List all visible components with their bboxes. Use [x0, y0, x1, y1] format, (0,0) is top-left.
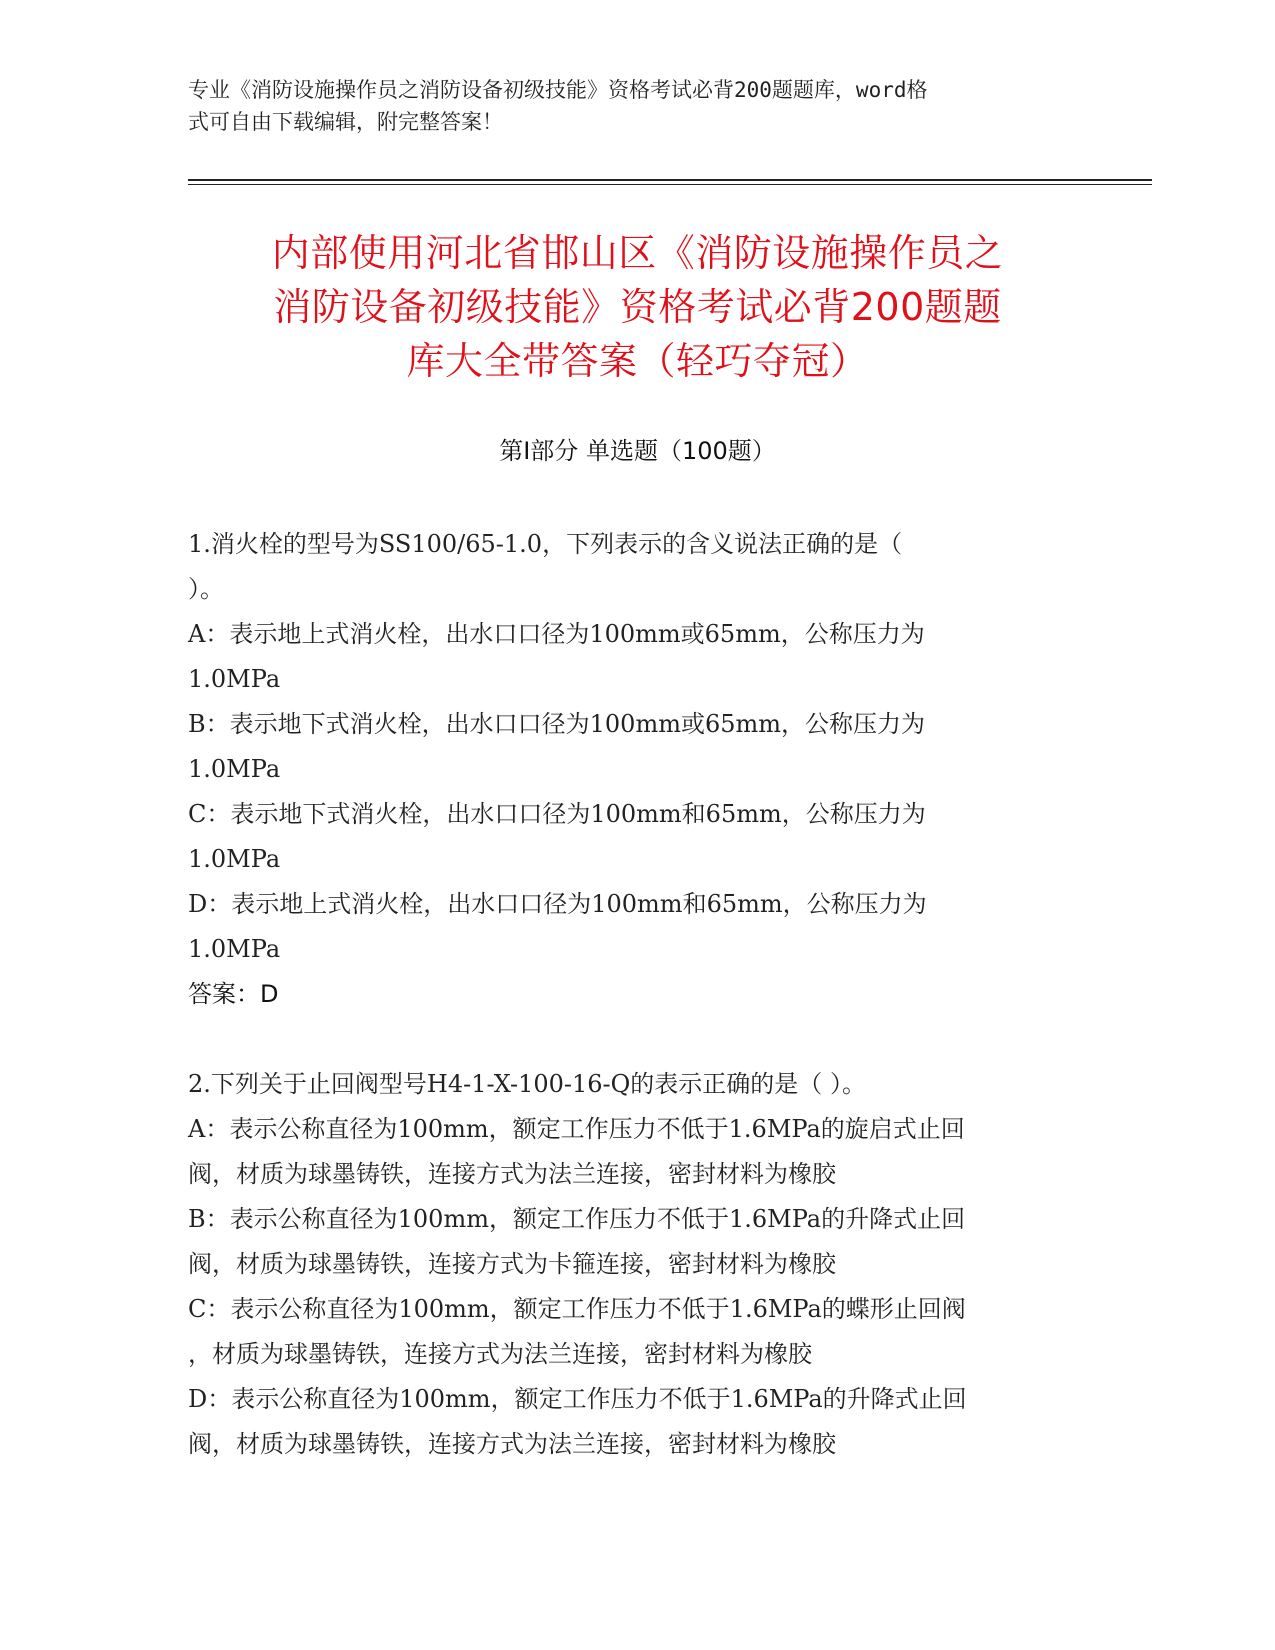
- option-a: A：表示公称直径为100mm，额定工作压力不低于1.6MPa的旋启式止回: [188, 1115, 965, 1143]
- option-a-cont: 阀，材质为球墨铸铁，连接方式为法兰连接，密封材料为橡胶: [188, 1160, 836, 1188]
- option-b-cont: 1.0MPa: [188, 755, 281, 783]
- question-spacer: [188, 1017, 1088, 1062]
- header-line: 式可自由下载编辑，附完整答案！: [188, 110, 503, 134]
- section-heading: 第Ⅰ部分 单选题（100题）: [499, 437, 776, 465]
- question-answer: 答案：D: [188, 980, 279, 1008]
- title-line: 消防设备初级技能》资格考试必背200题题: [273, 285, 1002, 329]
- document-title: [150, 226, 1125, 388]
- header-divider-thin: [188, 184, 1152, 185]
- header-line: 专业《消防设施操作员之消防设备初级技能》资格考试必背200题题库，word格: [188, 78, 928, 102]
- option-b: B：表示地下式消火栓，出水口口径为100mm或65mm，公称压力为: [188, 710, 926, 738]
- option-d-cont: 阀，材质为球墨铸铁，连接方式为法兰连接，密封材料为橡胶: [188, 1430, 836, 1458]
- option-c-cont: 1.0MPa: [188, 845, 281, 873]
- question-item: [188, 522, 1088, 1017]
- option-a-cont: 1.0MPa: [188, 665, 281, 693]
- option-c: C：表示公称直径为100mm，额定工作压力不低于1.6MPa的蝶形止回阀: [188, 1295, 966, 1323]
- option-d: D：表示地上式消火栓，出水口口径为100mm和65mm，公称压力为: [188, 890, 927, 918]
- option-d: D：表示公称直径为100mm，额定工作压力不低于1.6MPa的升降式止回: [188, 1385, 967, 1413]
- question-list: [188, 522, 1088, 1467]
- option-d-cont: 1.0MPa: [188, 935, 281, 963]
- option-c-cont: ，材质为球墨铸铁，连接方式为法兰连接，密封材料为橡胶: [188, 1340, 812, 1368]
- question-item: [188, 1062, 1088, 1467]
- header-divider-thick: [188, 179, 1152, 181]
- option-b-cont: 阀，材质为球墨铸铁，连接方式为卡箍连接，密封材料为橡胶: [188, 1250, 836, 1278]
- option-c: C：表示地下式消火栓，出水口口径为100mm和65mm，公称压力为: [188, 800, 926, 828]
- option-a: A：表示地上式消火栓，出水口口径为100mm或65mm，公称压力为: [188, 620, 925, 648]
- question-stem: 2.下列关于止回阀型号H4-1-X-100-16-Q的表示正确的是（ ）。: [188, 1070, 866, 1098]
- document-header: [188, 74, 1068, 138]
- question-stem: ）。: [188, 575, 224, 603]
- title-line: 内部使用河北省邯山区《消防设施操作员之: [271, 231, 1004, 275]
- title-line: 库大全带答案（轻巧夺冠）: [406, 339, 869, 383]
- question-stem: 1.消火栓的型号为SS100/65-1.0，下列表示的含义说法正确的是（: [188, 530, 903, 558]
- option-b: B：表示公称直径为100mm，额定工作压力不低于1.6MPa的升降式止回: [188, 1205, 966, 1233]
